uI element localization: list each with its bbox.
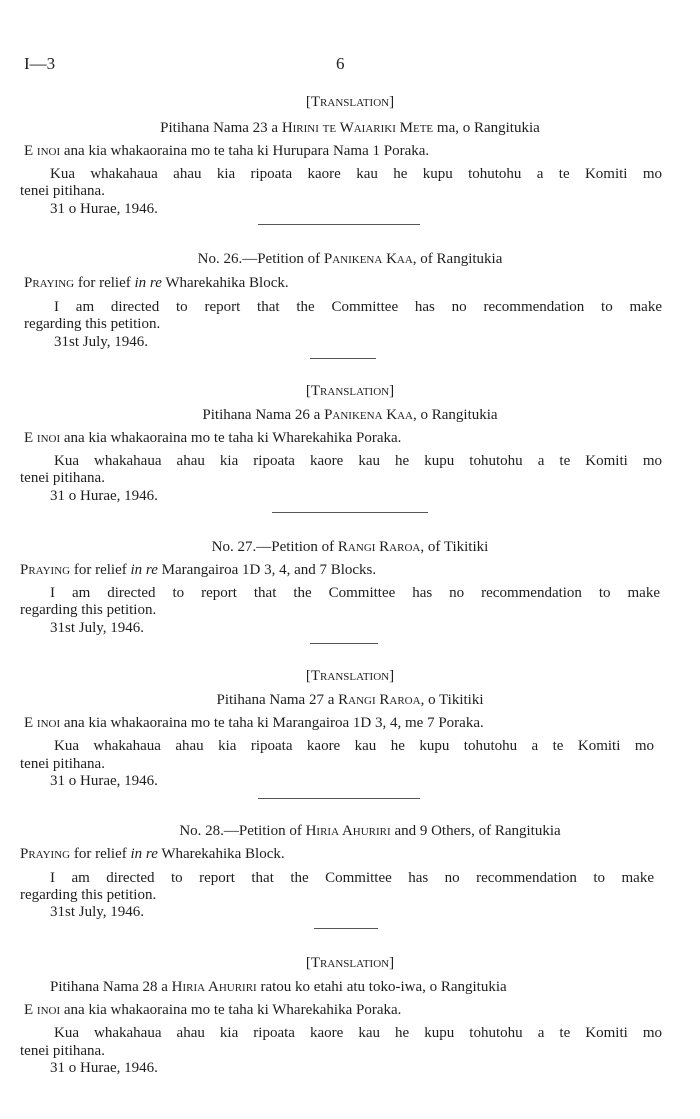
prayer-text: ana kia whakaoraina mo te taha ki Wharekahika Poraka. bbox=[60, 430, 402, 446]
petition-title bbox=[50, 978, 507, 996]
title-text: , o Rangitukia bbox=[412, 407, 498, 423]
translation-heading bbox=[0, 93, 700, 111]
prayer-lead: E inoi bbox=[24, 143, 61, 159]
title-text: and 9 Others, of Rangitukia bbox=[390, 823, 561, 839]
report-date: 31st July, 1946. bbox=[54, 334, 149, 350]
title-text: ratou ko etahi atu toko-iwa, o Rangitukia bbox=[256, 979, 507, 995]
report-line-2: regarding this petition. bbox=[20, 602, 157, 618]
report-line-1: Kua whakahaua ahau kia ripoata kaore kau he kupu tohutohu a te Komiti mo bbox=[54, 453, 662, 469]
report-date: 31 o Hurae, 1946. bbox=[50, 773, 158, 789]
title-text: , of Tikitiki bbox=[420, 539, 489, 555]
prayer-line bbox=[24, 1001, 401, 1019]
title-text: Pitihana Nama 26 a bbox=[202, 407, 325, 423]
section-divider bbox=[258, 224, 420, 225]
prayer-italic: in re bbox=[130, 846, 158, 862]
title-text: No. 26.—Petition of bbox=[197, 251, 324, 267]
petition-title bbox=[0, 406, 700, 424]
prayer-text: for relief bbox=[74, 275, 135, 291]
report-line-2: tenei pitihana. bbox=[20, 470, 105, 486]
prayer-line bbox=[20, 561, 376, 579]
prayer-italic: in re bbox=[134, 275, 162, 291]
section-divider bbox=[310, 358, 376, 359]
report-date: 31st July, 1946. bbox=[50, 904, 145, 920]
report-line-1: I am directed to report that the Committee has no recommendation to make bbox=[54, 299, 662, 315]
petition-title bbox=[0, 822, 700, 840]
translation-heading bbox=[0, 382, 700, 400]
petition-title bbox=[0, 119, 700, 137]
petitioner-name: Panikena Kaa bbox=[324, 407, 413, 423]
prayer-text: for relief bbox=[70, 562, 131, 578]
petition-title bbox=[0, 250, 700, 268]
prayer-italic: in re bbox=[130, 562, 158, 578]
section-divider bbox=[314, 928, 378, 929]
report-line-1: Kua whakahaua ahau kia ripoata kaore kau he kupu tohutohu a te Komiti mo bbox=[54, 1025, 662, 1041]
title-text: ma, o Rangitukia bbox=[433, 120, 540, 136]
prayer-lead: Praying bbox=[20, 846, 71, 862]
prayer-line bbox=[20, 845, 285, 863]
prayer-text: Wharekahika Block. bbox=[161, 275, 289, 291]
title-text: Pitihana Nama 27 a bbox=[216, 692, 339, 708]
prayer-lead: Praying bbox=[24, 275, 75, 291]
section-divider bbox=[310, 643, 378, 644]
section-divider bbox=[258, 798, 420, 799]
prayer-text: Marangairoa 1D 3, 4, and 7 Blocks. bbox=[157, 562, 377, 578]
title-text: , o Tikitiki bbox=[420, 692, 484, 708]
prayer-line bbox=[24, 429, 401, 447]
prayer-text: ana kia whakaoraina mo te taha ki Marangairoa 1D 3, 4, me 7 Poraka. bbox=[60, 715, 484, 731]
prayer-lead: E inoi bbox=[24, 715, 61, 731]
prayer-lead: E inoi bbox=[24, 1002, 61, 1018]
petition-title bbox=[0, 691, 700, 709]
prayer-text: Wharekahika Block. bbox=[157, 846, 285, 862]
title-text: , of Rangitukia bbox=[412, 251, 503, 267]
prayer-line bbox=[24, 142, 429, 160]
report-line-2: tenei pitihana. bbox=[20, 1043, 105, 1059]
translation-heading-label: [Translation] bbox=[305, 668, 395, 684]
translation-heading-label: [Translation] bbox=[305, 383, 395, 399]
title-text: No. 27.—Petition of bbox=[211, 539, 338, 555]
report-line-2: tenei pitihana. bbox=[20, 756, 105, 772]
report-line-2: tenei pitihana. bbox=[20, 183, 105, 199]
petitioner-name: Panikena Kaa bbox=[323, 251, 413, 267]
petitioner-name: Hiria Ahuriri bbox=[171, 979, 257, 995]
report-line-1: I am directed to report that the Committee has no recommendation to make bbox=[50, 870, 654, 886]
report-line-1: Kua whakahaua ahau kia ripoata kaore kau he kupu tohutohu a te Komiti mo bbox=[50, 166, 662, 182]
translation-heading bbox=[0, 954, 700, 972]
report-line-1: Kua whakahaua ahau kia ripoata kaore kau he kupu tohutohu a te Komiti mo bbox=[54, 738, 654, 754]
report-date: 31st July, 1946. bbox=[50, 620, 145, 636]
petitioner-name: Rangi Raroa bbox=[338, 692, 421, 708]
prayer-lead: E inoi bbox=[24, 430, 61, 446]
title-text: Pitihana Nama 28 a bbox=[50, 979, 172, 995]
page-number: 6 bbox=[336, 54, 345, 73]
report-date: 31 o Hurae, 1946. bbox=[50, 201, 158, 217]
title-text: No. 28.—Petition of bbox=[179, 823, 306, 839]
petitioner-name: Rangi Raroa bbox=[337, 539, 421, 555]
translation-heading-label: [Translation] bbox=[305, 94, 395, 110]
translation-heading bbox=[0, 667, 700, 685]
prayer-line bbox=[24, 274, 289, 292]
title-text: Pitihana Nama 23 a bbox=[160, 120, 282, 136]
section-divider bbox=[272, 512, 428, 513]
report-line-2: regarding this petition. bbox=[20, 887, 157, 903]
petitioner-name: Hirini te Waiariki Mete bbox=[281, 120, 434, 136]
report-date: 31 o Hurae, 1946. bbox=[50, 1060, 158, 1076]
prayer-line bbox=[24, 714, 484, 732]
prayer-lead: Praying bbox=[20, 562, 71, 578]
petitioner-name: Hiria Ahuriri bbox=[305, 823, 391, 839]
report-line-1: I am directed to report that the Committee has no recommendation to make bbox=[50, 585, 660, 601]
prayer-text: ana kia whakaoraina mo te taha ki Wharekahika Poraka. bbox=[60, 1002, 402, 1018]
report-date: 31 o Hurae, 1946. bbox=[50, 488, 158, 504]
series-code: I—3 bbox=[24, 54, 56, 73]
report-line-2: regarding this petition. bbox=[24, 316, 161, 332]
translation-heading-label: [Translation] bbox=[305, 955, 395, 971]
prayer-text: ana kia whakaoraina mo te taha ki Hurupara Nama 1 Poraka. bbox=[60, 143, 430, 159]
petition-title bbox=[0, 538, 700, 556]
prayer-text: for relief bbox=[70, 846, 131, 862]
